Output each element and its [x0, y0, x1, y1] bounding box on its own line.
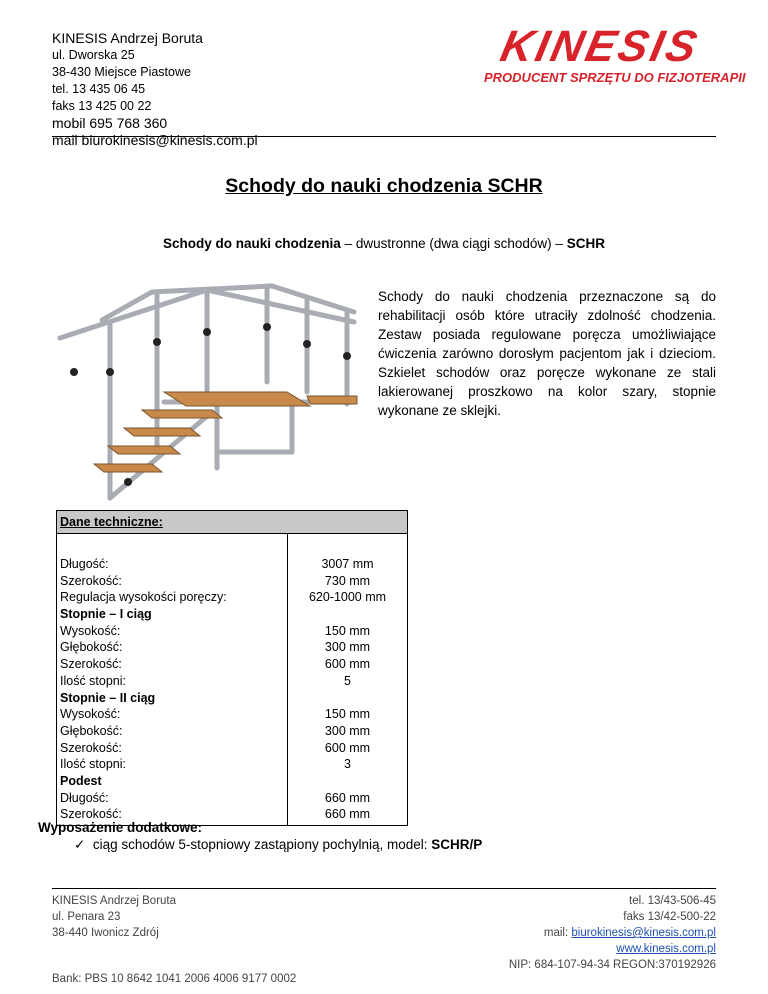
footer-left — [52, 893, 296, 987]
spec-value: 660 mm — [324, 807, 371, 822]
spec-value: 660 mm — [324, 790, 371, 805]
header-city: 38-430 Miejsce Piastowe — [52, 65, 191, 79]
spec-label: Głębokość: — [60, 723, 123, 738]
subtitle-middle: – dwustronne (dwa ciągi schodów) – — [340, 236, 567, 251]
product-image — [52, 282, 368, 508]
spec-value: 150 mm — [324, 707, 371, 722]
header-street: ul. Dworska 25 — [52, 48, 135, 62]
spec-label: Ilość stopni: — [60, 673, 127, 688]
spec-value: 3007 mm — [321, 557, 374, 571]
footer-www-link[interactable]: www.kinesis.com.pl — [616, 943, 716, 955]
header-tel: tel. 13 435 06 45 — [52, 82, 146, 96]
spec-value — [291, 606, 404, 623]
logo-wordmark: KINESIS — [496, 22, 704, 71]
footer-fax: faks 13/42-500-22 — [623, 911, 716, 923]
spec-value: 5 — [344, 673, 351, 688]
product-description: Schody do nauki chodzenia przeznaczone są do rehabilitacji osób które utraciły zdolność chodzenia. Zestaw posiada regulowane poręcza umożliwiające ćwiczenia zarówno dorosłym pacjentom jak i dzieciom. Szkielet schodów oraz poręcze wykonane ze stali lakierowanej proszkowo na kolor szary, stopnie wykonane ze sklejki. — [378, 289, 716, 418]
subtitle — [0, 236, 768, 251]
spec-label: Podest — [60, 773, 102, 788]
spec-label: Długość: — [60, 790, 109, 805]
footer-divider — [52, 888, 716, 889]
spec-label: Szerokość: — [60, 740, 122, 755]
spec-label: Długość: — [60, 557, 109, 571]
spec-value: 300 mm — [324, 723, 371, 738]
footer-street: ul. Penara 23 — [52, 911, 121, 923]
subtitle-model: SCHR — [566, 236, 605, 251]
page-title: Schody do nauki chodzenia SCHR — [225, 175, 543, 197]
footer-tel: tel. 13/43-506-45 — [629, 895, 716, 907]
accessories-heading: Wyposażenie dodatkowe: — [38, 820, 203, 835]
footer-company: KINESIS Andrzej Boruta — [52, 895, 177, 907]
spec-labels — [57, 534, 288, 826]
logo-tagline: PRODUCENT SPRZĘTU DO FIZJOTERAPII — [484, 70, 746, 85]
spec-label: Szerokość: — [60, 573, 122, 588]
spec-value: 3 — [344, 757, 351, 772]
header-mobile: mobil 695 768 360 — [52, 115, 168, 131]
accessories-item-text: ciąg schodów 5-stopniowy zastąpiony pochylnią, model: — [92, 837, 432, 852]
header-company: KINESIS Andrzej Boruta — [52, 30, 203, 46]
spec-label: Szerokość: — [60, 657, 122, 672]
spec-value: 300 mm — [324, 640, 371, 655]
spec-label: Wysokość: — [60, 707, 121, 722]
footer-right — [509, 893, 716, 973]
spec-label: Szerokość: — [60, 807, 122, 822]
spec-value: 600 mm — [324, 740, 371, 755]
header-address — [52, 30, 258, 149]
footer-mail-label: mail: — [543, 927, 572, 939]
spec-label: Ilość stopni: — [60, 757, 127, 772]
header-fax: faks 13 425 00 22 — [52, 99, 152, 113]
accessories-item-model: SCHR/P — [431, 837, 483, 852]
spec-value: 600 mm — [324, 657, 371, 672]
check-icon: ✓ — [74, 837, 86, 852]
spec-heading: Dane techniczne: — [57, 511, 408, 534]
spec-value — [291, 690, 404, 707]
footer-nip: NIP: 684-107-94-34 REGON:370192926 — [508, 959, 716, 971]
subtitle-bold: Schody do nauki chodzenia — [163, 236, 341, 251]
spec-value: 620-1000 mm — [308, 590, 387, 605]
spec-label: Stopnie – II ciąg — [60, 690, 156, 705]
accessories-item — [74, 837, 482, 853]
spec-value: 150 mm — [324, 623, 371, 638]
header-divider — [52, 136, 716, 137]
footer-mail-line — [509, 925, 716, 941]
spec-value — [291, 773, 404, 790]
header-mail: mail biurokinesis@kinesis.com.pl — [52, 132, 258, 148]
spec-value: 730 mm — [324, 573, 371, 588]
spec-label: Stopnie – I ciąg — [60, 607, 152, 622]
footer-city: 38-440 Iwonicz Zdrój — [52, 927, 159, 939]
kinesis-logo — [484, 22, 746, 90]
footer-bank: Bank: PBS 10 8642 1041 2006 4006 9177 0002 — [52, 973, 297, 985]
spec-table — [56, 510, 408, 826]
spec-values — [288, 534, 408, 826]
spec-label: Głębokość: — [60, 640, 123, 655]
spec-label: Regulacja wysokości poręczy: — [60, 590, 227, 605]
footer-mail-link[interactable]: biurokinesis@kinesis.com.pl — [571, 927, 716, 939]
spec-label: Wysokość: — [60, 623, 121, 638]
